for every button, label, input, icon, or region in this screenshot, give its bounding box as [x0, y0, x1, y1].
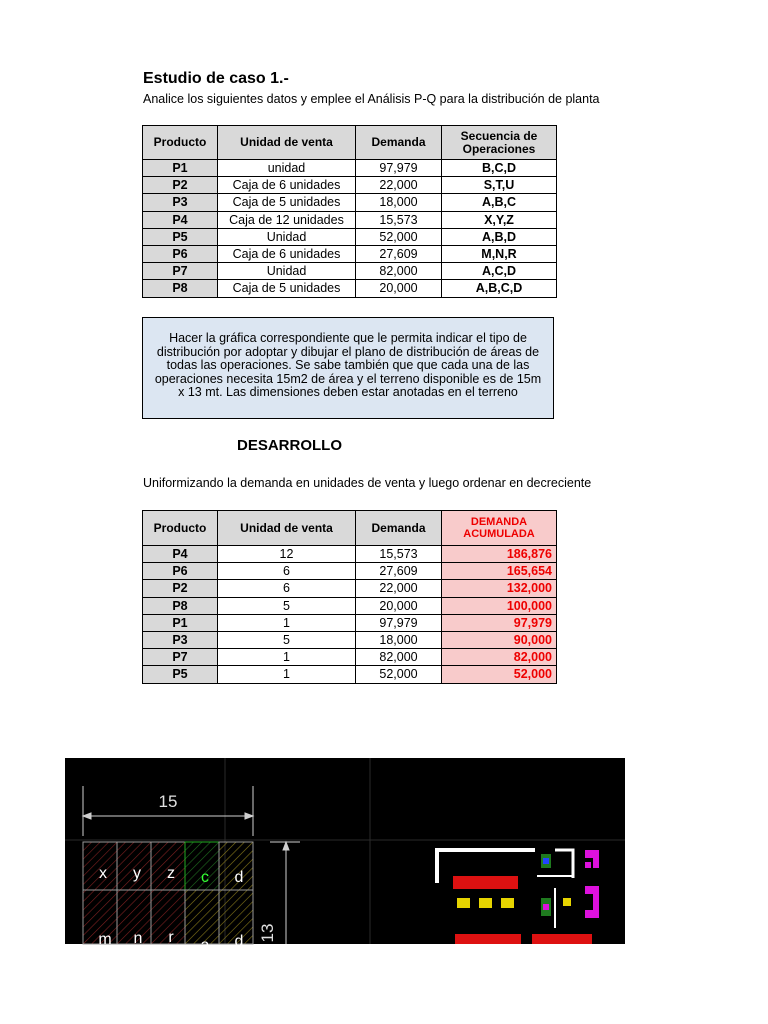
unit-cell: 1 [218, 614, 356, 631]
products-table [142, 125, 557, 298]
table-row [143, 597, 557, 614]
col-header-secuencia: Secuencia de Operaciones [442, 126, 557, 160]
section-heading: DESARROLLO [237, 437, 342, 454]
sequence-cell: A,B,C,D [442, 280, 557, 297]
product-cell: P5 [143, 228, 218, 245]
product-cell: P2 [143, 177, 218, 194]
instructions-note: Hacer la gráfica correspondiente que le permita indicar el tipo de distribución por adoptar y dibujar el plano de distribución de áreas de todas las operaciones. Se sabe también que que cada una de las operaciones necesita 15m2 de área y el terreno disponible es de 15m x 13 mt. Las dimensiones deben estar anotadas en el terreno [142, 317, 554, 419]
unit-cell: 6 [218, 563, 356, 580]
table-row [143, 211, 557, 228]
sequence-cell: B,C,D [442, 160, 557, 177]
table-row [143, 177, 557, 194]
height-dimension-label: 13 [258, 923, 277, 943]
demand-cell: 97,979 [356, 160, 442, 177]
product-cell: P5 [143, 666, 218, 683]
table-row [143, 546, 557, 563]
product-cell: P8 [143, 280, 218, 297]
col-header-unidad: Unidad de venta [218, 126, 356, 160]
cell-letter: d [234, 869, 244, 886]
table-row [143, 649, 557, 666]
cell-letter: z [167, 865, 175, 882]
demand-cell: 22,000 [356, 177, 442, 194]
cell-letter: a [200, 937, 210, 954]
unit-cell: unidad [218, 160, 356, 177]
table-row [143, 280, 557, 297]
sequence-cell: A,C,D [442, 263, 557, 280]
sequence-cell: S,T,U [442, 177, 557, 194]
product-cell: P3 [143, 631, 218, 648]
product-cell: P8 [143, 597, 218, 614]
table-row [143, 614, 557, 631]
demand-cell: 18,000 [356, 631, 442, 648]
table-row [143, 245, 557, 262]
table-row [143, 160, 557, 177]
demand-cell: 97,979 [356, 614, 442, 631]
unit-cell: 5 [218, 597, 356, 614]
demand-cell: 15,573 [356, 546, 442, 563]
case-title: Estudio de caso 1.- [143, 70, 289, 87]
product-cell: P4 [143, 546, 218, 563]
table-row [143, 666, 557, 683]
accumulated-demand-cell: 165,654 [442, 563, 557, 580]
unit-cell: Unidad [218, 263, 356, 280]
table-row [143, 194, 557, 211]
cell-letter: m [98, 931, 112, 948]
demand-cell: 52,000 [356, 228, 442, 245]
accumulated-demand-cell: 97,979 [442, 614, 557, 631]
col-header-demanda: Demanda [356, 126, 442, 160]
plant-floor-plan [437, 850, 599, 944]
accumulated-demand-cell: 132,000 [442, 580, 557, 597]
width-dimension-label: 15 [158, 792, 178, 811]
unit-cell: 12 [218, 546, 356, 563]
table-row [143, 263, 557, 280]
demand-cell: 27,609 [356, 563, 442, 580]
demand-cell: 20,000 [356, 597, 442, 614]
unit-cell: Caja de 6 unidades [218, 245, 356, 262]
cell-letter: c [201, 869, 209, 886]
sequence-cell: A,B,D [442, 228, 557, 245]
accumulated-demand-cell: 186,876 [442, 546, 557, 563]
section-intro: Uniformizando la demanda en unidades de venta y luego ordenar en decreciente [143, 476, 592, 490]
demand-cell: 18,000 [356, 194, 442, 211]
demand-cell: 27,609 [356, 245, 442, 262]
cad-layout-drawing [65, 758, 625, 954]
demand-cell: 20,000 [356, 280, 442, 297]
table-row [143, 563, 557, 580]
case-instructions: Analice los siguientes datos y emplee el Análisis P-Q para la distribución de planta [143, 92, 600, 106]
table-row [143, 631, 557, 648]
demand-cell: 15,573 [356, 211, 442, 228]
product-cell: P7 [143, 263, 218, 280]
unit-cell: Caja de 6 unidades [218, 177, 356, 194]
unit-cell: 1 [218, 649, 356, 666]
unit-cell: 6 [218, 580, 356, 597]
cell-letter: n [133, 930, 143, 947]
col-header-producto: Producto [143, 511, 218, 546]
cell-letter: y [133, 865, 141, 882]
product-cell: P7 [143, 649, 218, 666]
accumulated-demand-cell: 100,000 [442, 597, 557, 614]
product-cell: P1 [143, 160, 218, 177]
unit-cell: Caja de 5 unidades [218, 194, 356, 211]
demand-cell: 22,000 [356, 580, 442, 597]
table-row [143, 228, 557, 245]
accumulated-demand-cell: 82,000 [442, 649, 557, 666]
product-cell: P3 [143, 194, 218, 211]
unit-cell: Unidad [218, 228, 356, 245]
unit-cell: Caja de 12 unidades [218, 211, 356, 228]
unit-cell: 5 [218, 631, 356, 648]
accumulated-demand-cell: 90,000 [442, 631, 557, 648]
unit-cell: Caja de 5 unidades [218, 280, 356, 297]
accumulated-demand-table [142, 510, 557, 684]
col-header-producto: Producto [143, 126, 218, 160]
accumulated-demand-cell: 52,000 [442, 666, 557, 683]
cell-letter: x [99, 865, 107, 882]
cad-drawing-svg [65, 758, 625, 954]
col-header-acumulada: DEMANDA ACUMULADA [442, 511, 557, 546]
cell-letter: d [234, 933, 244, 950]
demand-cell: 82,000 [356, 649, 442, 666]
col-header-demanda: Demanda [356, 511, 442, 546]
product-cell: P2 [143, 580, 218, 597]
col-header-unidad: Unidad de venta [218, 511, 356, 546]
product-cell: P6 [143, 245, 218, 262]
product-cell: P4 [143, 211, 218, 228]
unit-cell: 1 [218, 666, 356, 683]
sequence-cell: A,B,C [442, 194, 557, 211]
demand-cell: 82,000 [356, 263, 442, 280]
cell-letter: r [168, 929, 174, 946]
sequence-cell: X,Y,Z [442, 211, 557, 228]
table-row [143, 580, 557, 597]
demand-cell: 52,000 [356, 666, 442, 683]
sequence-cell: M,N,R [442, 245, 557, 262]
product-cell: P1 [143, 614, 218, 631]
product-cell: P6 [143, 563, 218, 580]
